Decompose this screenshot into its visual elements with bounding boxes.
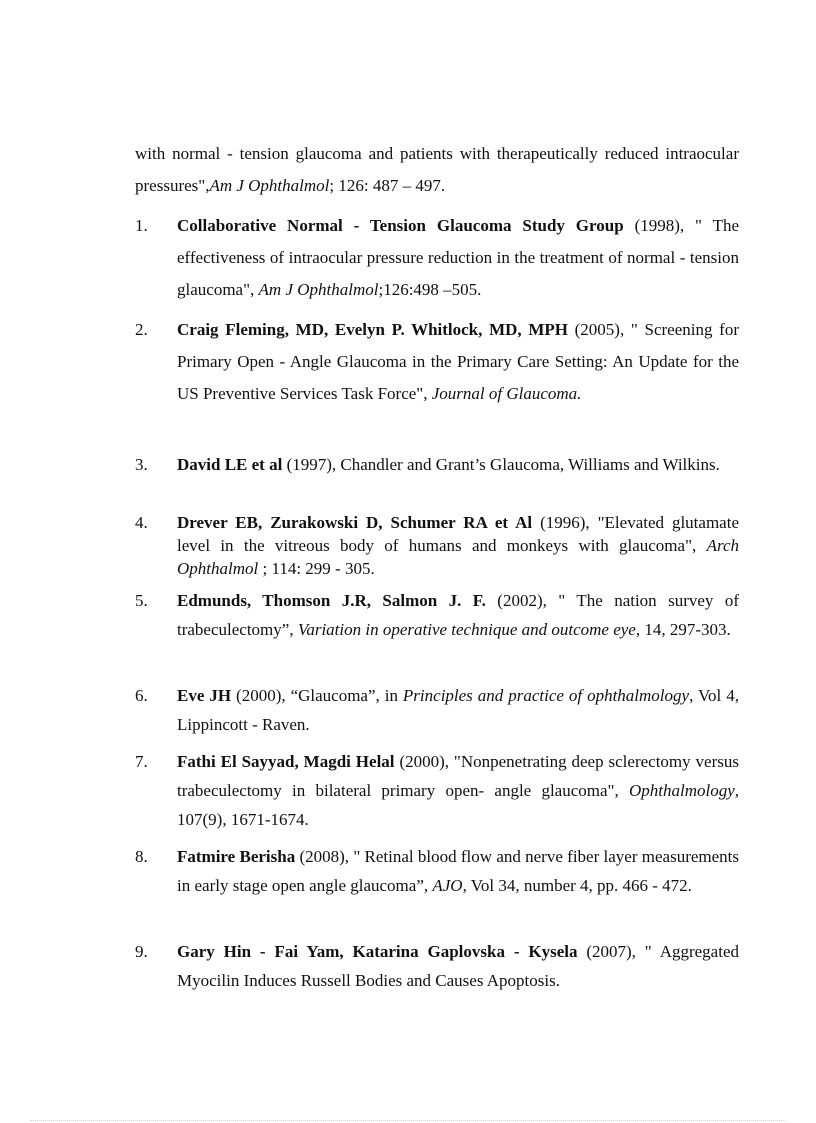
reference-text: (1997), Chandler and Grant’s Glaucoma, Williams and Wilkins. [282, 455, 720, 474]
reference-authors: Collaborative Normal - Tension Glaucoma Study Group [177, 216, 624, 235]
reference-item-5 [135, 586, 739, 644]
reference-item-9 [135, 937, 739, 995]
reference-number: 4. [135, 513, 148, 532]
reference-item-2 [135, 314, 739, 410]
reference-journal: Am J Ophthalmol [258, 280, 379, 299]
reference-text-end: ;126:498 –505. [378, 280, 482, 299]
reference-number: 1. [135, 216, 148, 235]
reference-item-3 [135, 451, 739, 479]
reference-item-1 [135, 210, 739, 306]
reference-text-end: , Vol 4, Lippincott - Raven. [177, 686, 739, 734]
reference-continuation [135, 138, 739, 202]
reference-number: 3. [135, 455, 148, 474]
reference-authors: Craig Fleming, MD, Evelyn P. Whitlock, MD, MPH [177, 320, 568, 339]
reference-text: (2000), "Nonpenetrating deep sclerectomy versus trabeculectomy in bilateral primary open- angle glaucoma", [177, 752, 739, 800]
reference-text: (2005), " Screening for Primary Open - Angle Glaucoma in the Primary Care Setting: An Update for the US Preventive Services Task Force", [177, 320, 739, 403]
reference-authors: David LE et al [177, 455, 283, 474]
reference-item-6 [135, 681, 739, 739]
reference-text-end: Vol 34, number 4, pp. 466 - 472. [466, 876, 692, 895]
reference-authors: Fatmire Berisha [177, 847, 296, 866]
reference-text-end: , 14, 297-303. [635, 620, 731, 639]
continuation-journal: Am J Ophthalmol [209, 176, 330, 195]
reference-number: 6. [135, 686, 148, 705]
reference-authors: Drever EB, Zurakowski D, Schumer RA et Al [177, 513, 533, 532]
reference-journal: Arch Ophthalmol [177, 536, 739, 578]
continuation-text: with normal - tension glaucoma and patients with therapeutically reduced intraocular pressures", [135, 144, 739, 195]
reference-number: 7. [135, 752, 148, 771]
reference-journal: AJO, [432, 876, 467, 895]
reference-text: (2000), “Glaucoma”, in [231, 686, 403, 705]
reference-number: 5. [135, 591, 148, 610]
reference-item-4 [135, 511, 739, 580]
reference-item-8 [135, 842, 739, 900]
reference-journal: Variation in operative technique and outcome eye [297, 620, 636, 639]
reference-item-7 [135, 747, 739, 834]
reference-text: (2008), " Retinal blood flow and nerve fiber layer measurements in early stage open angle glaucoma”, [177, 847, 740, 895]
reference-text: (1998), " The effectiveness of intraocular pressure reduction in the treatment of normal - tension glaucoma", [177, 216, 739, 299]
reference-authors: Fathi El Sayyad, Magdi Helal [177, 752, 395, 771]
reference-authors: Gary Hin - Fai Yam, Katarina Gaplovska - Kysela [177, 942, 578, 961]
reference-text-end: ; 114: 299 - 305. [258, 559, 375, 578]
reference-number: 9. [135, 942, 148, 961]
reference-authors: Edmunds, Thomson J.R, Salmon J. F. [177, 591, 486, 610]
reference-authors: Eve JH [177, 686, 232, 705]
reference-text: (2002), " The nation survey of trabeculectomy”, [177, 591, 740, 639]
reference-number: 2. [135, 320, 148, 339]
reference-journal: Principles and practice of ophthalmology [402, 686, 690, 705]
continuation-rest: ; 126: 487 – 497. [329, 176, 446, 195]
reference-number: 8. [135, 847, 148, 866]
reference-journal: Ophthalmology [628, 781, 735, 800]
reference-journal: Journal of Glaucoma. [431, 384, 582, 403]
reference-text: (2007), " Aggregated Myocilin Induces Russell Bodies and Causes Apoptosis. [177, 942, 739, 990]
page-bottom-divider [30, 1120, 786, 1121]
reference-text-end: , 107(9), 1671-1674. [177, 781, 739, 829]
reference-text: (1996), "Elevated glutamate level in the vitreous body of humans and monkeys with glaucoma", [177, 513, 739, 555]
